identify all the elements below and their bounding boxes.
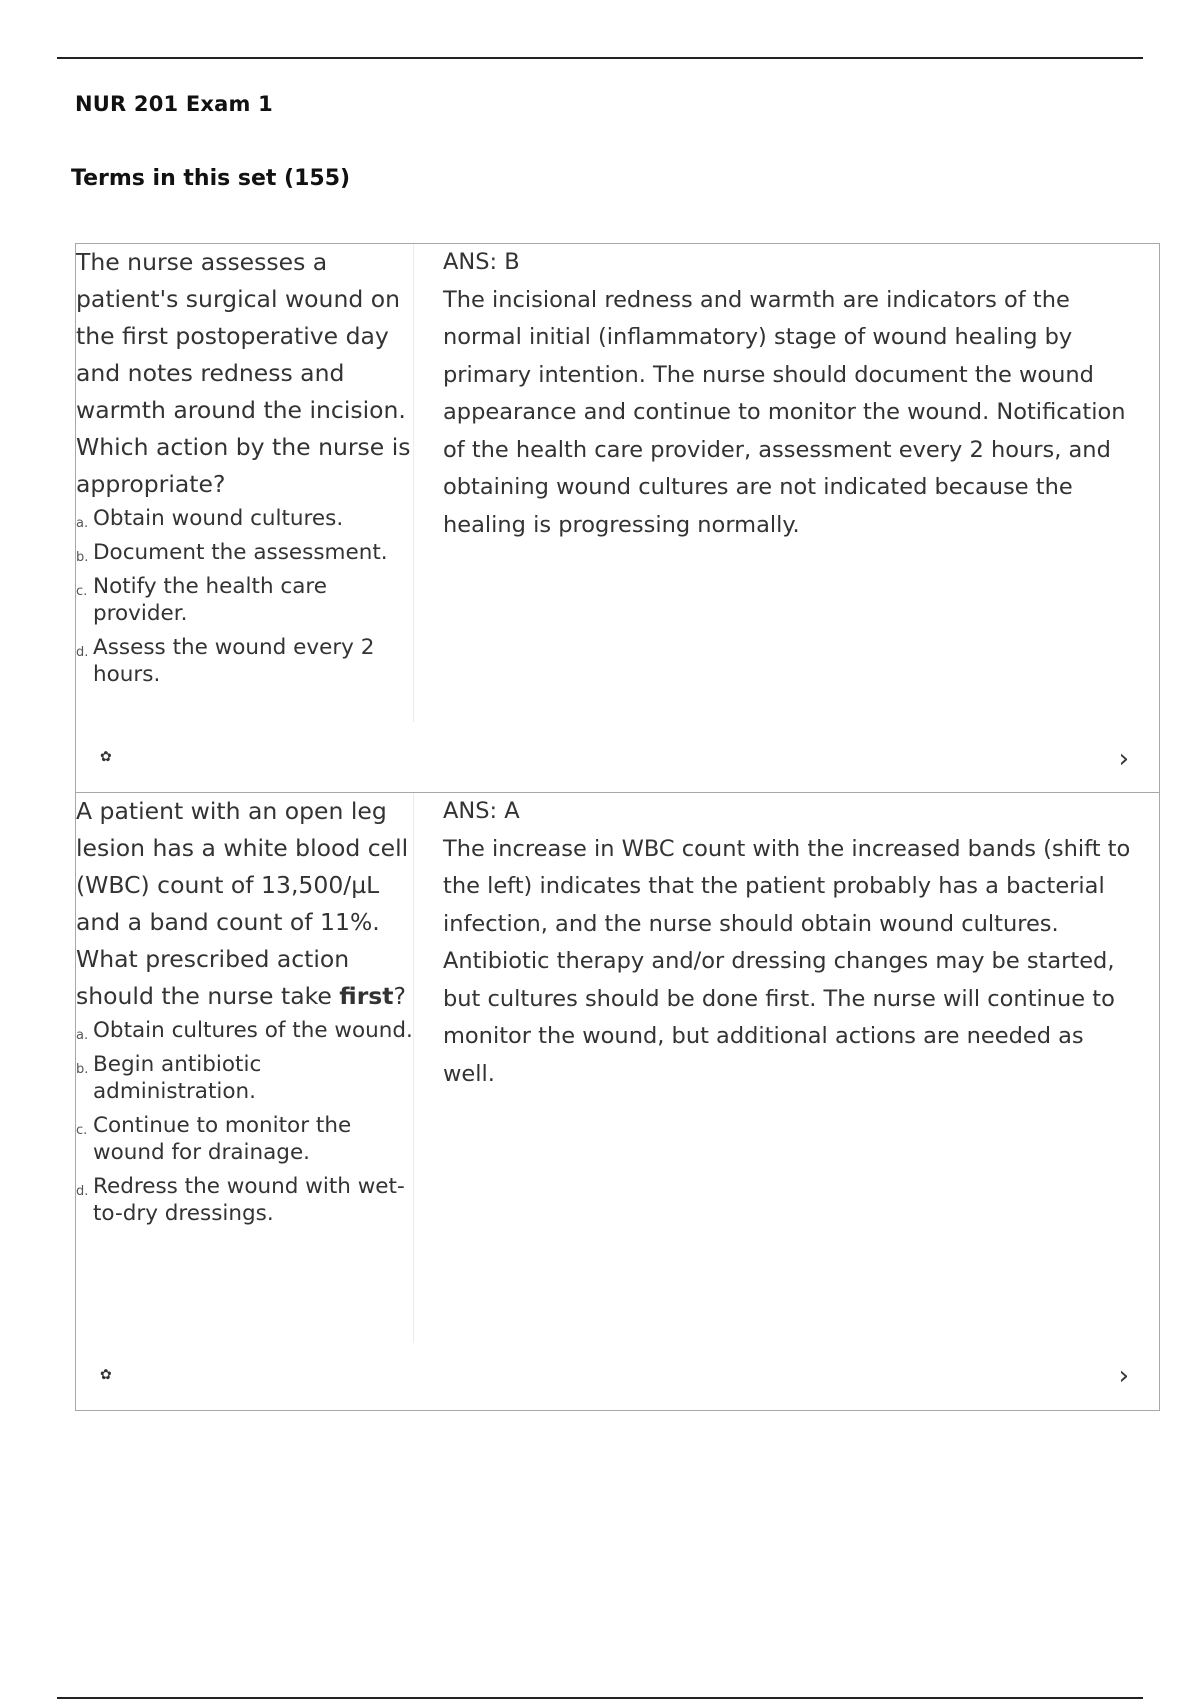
- chevron-right-icon[interactable]: ›: [1118, 744, 1129, 774]
- term-side: [76, 244, 413, 695]
- bottom-rule: [57, 1697, 1143, 1699]
- answer-key: ANS: A: [443, 798, 520, 824]
- top-rule: [57, 57, 1143, 59]
- rationale-text: The incisional redness and warmth are indicators of the normal initial (inflammatory) stage of wound healing by primary intention. The nurse should document the wound appearance and continue to monitor the wound. Notification of the health care provider, assessment every 2 hours, and obtaining wound cultures are not indicated because the healing is progressing normally.: [443, 286, 1126, 538]
- option-d: d. Assess the wound every 2 hours.: [76, 635, 375, 687]
- chevron-right-icon[interactable]: ›: [1118, 1361, 1129, 1391]
- option-c: c. Notify the health care provider.: [76, 574, 327, 626]
- option-d: d. Redress the wound with wet-to-dry dressings.: [76, 1174, 405, 1226]
- option-c: c. Continue to monitor the wound for drainage.: [76, 1113, 352, 1165]
- settings-icon[interactable]: ✿: [100, 1367, 112, 1383]
- flashcard: [75, 243, 1160, 793]
- option-a: a. Obtain cultures of the wound.: [76, 1018, 413, 1043]
- answer-options: [76, 1017, 413, 1227]
- column-divider: [413, 793, 414, 1343]
- settings-icon[interactable]: ✿: [100, 749, 112, 765]
- question-stem: The nurse assesses a patient's surgical wound on the first postoperative day and notes redness and warmth around the incision. Which action by the nurse is appropriate?: [76, 248, 411, 498]
- question-stem: A patient with an open leg lesion has a white blood cell (WBC) count of 13,500/µL and a band count of 11%. What prescribed action should the nurse take first?: [76, 797, 409, 1010]
- definition-side: [443, 793, 1133, 1093]
- definition-side: [443, 244, 1133, 544]
- emphasis-first: first: [339, 982, 394, 1010]
- document-title: NUR 201 Exam 1: [75, 92, 273, 116]
- answer-options: [76, 505, 413, 688]
- rationale-text: The increase in WBC count with the increased bands (shift to the left) indicates that the patient probably has a bacterial infection, and the nurse should obtain wound cultures. Antibiotic therapy and/or dressing changes may be started, but cultures should be done first. The nurse will continue to monitor the wound, but additional actions are needed as well.: [443, 835, 1131, 1087]
- column-divider: [413, 244, 414, 722]
- answer-key: ANS: B: [443, 249, 520, 275]
- option-a: a. Obtain wound cultures.: [76, 506, 344, 531]
- option-b: b. Begin antibiotic administration.: [76, 1052, 262, 1104]
- term-side: [76, 793, 413, 1234]
- flashcard: [75, 792, 1160, 1411]
- option-b: b. Document the assessment.: [76, 540, 388, 565]
- terms-count-heading: Terms in this set (155): [71, 166, 351, 191]
